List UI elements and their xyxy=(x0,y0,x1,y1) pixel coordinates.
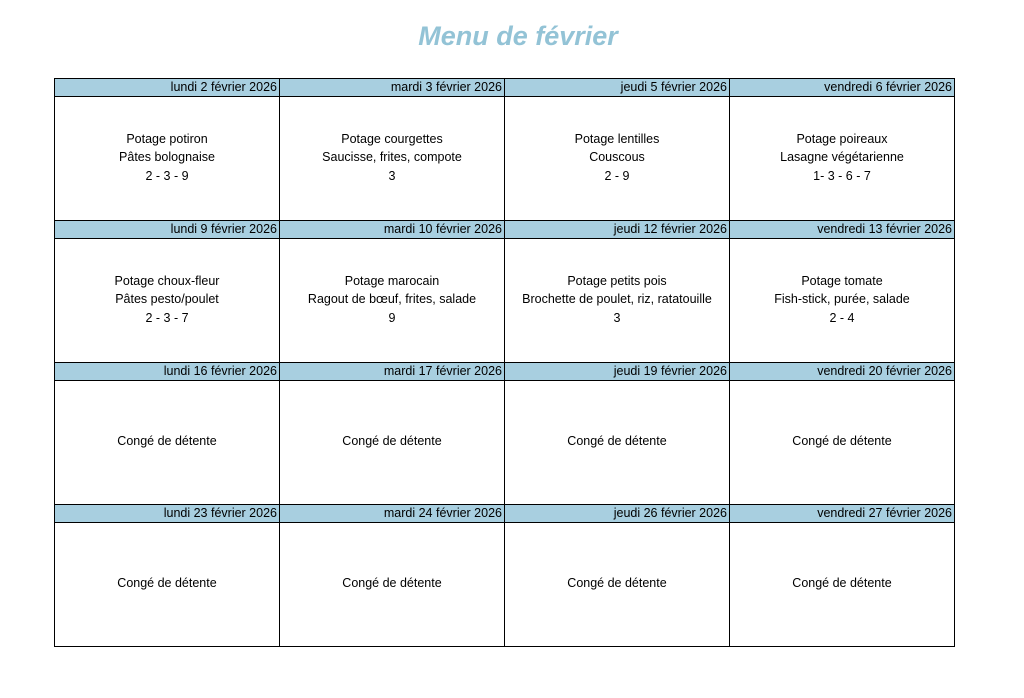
day-menu xyxy=(280,523,504,646)
day-cell xyxy=(280,505,505,646)
allergens-text: 2 - 4 xyxy=(829,310,855,325)
day-cell xyxy=(505,363,730,505)
day-date: mardi 10 février 2026 xyxy=(280,221,504,239)
day-date: mardi 17 février 2026 xyxy=(280,363,504,381)
day-menu xyxy=(730,239,954,362)
day-date: jeudi 5 février 2026 xyxy=(505,79,729,97)
allergens-text: 2 - 9 xyxy=(604,168,630,183)
day-menu xyxy=(505,381,729,504)
day-menu xyxy=(730,97,954,220)
day-menu xyxy=(505,239,729,362)
allergens-text: 9 xyxy=(388,310,396,325)
day-date: jeudi 26 février 2026 xyxy=(505,505,729,523)
main-dish-text: Brochette de poulet, riz, ratatouille xyxy=(522,292,712,307)
allergens-text: 2 - 3 - 7 xyxy=(145,310,189,325)
allergens-text: 3 xyxy=(388,168,396,183)
soup-text: Potage courgettes xyxy=(341,131,443,146)
allergens-text: 3 xyxy=(613,310,621,325)
day-cell xyxy=(280,79,505,221)
soup-text: Potage potiron xyxy=(126,131,208,146)
day-cell xyxy=(730,79,954,221)
day-date: vendredi 13 février 2026 xyxy=(730,221,954,239)
soup-text: Potage lentilles xyxy=(574,131,660,146)
main-dish-text: Fish-stick, purée, salade xyxy=(774,292,910,307)
day-cell xyxy=(730,505,954,646)
main-dish-text: Pâtes bolognaise xyxy=(119,150,215,165)
soup-text: Potage marocain xyxy=(344,273,440,288)
day-date: jeudi 12 février 2026 xyxy=(505,221,729,239)
day-menu xyxy=(730,523,954,646)
day-cell xyxy=(505,505,730,646)
soup-text: Potage tomate xyxy=(801,273,883,288)
day-cell xyxy=(505,221,730,363)
day-date: vendredi 20 février 2026 xyxy=(730,363,954,381)
day-date: jeudi 19 février 2026 xyxy=(505,363,729,381)
main-dish-text: Lasagne végétarienne xyxy=(780,150,904,165)
day-date: lundi 9 février 2026 xyxy=(55,221,279,239)
holiday-text: Congé de détente xyxy=(117,576,217,591)
day-date: lundi 2 février 2026 xyxy=(55,79,279,97)
day-menu xyxy=(505,97,729,220)
day-menu xyxy=(55,97,279,220)
day-cell xyxy=(55,505,280,646)
day-cell xyxy=(55,363,280,505)
page-title: Menu de février xyxy=(418,21,618,51)
holiday-text: Congé de détente xyxy=(117,434,217,449)
menu-table xyxy=(54,78,955,647)
holiday-text: Congé de détente xyxy=(567,434,667,449)
day-date: mardi 24 février 2026 xyxy=(280,505,504,523)
day-menu xyxy=(730,381,954,504)
day-date: vendredi 27 février 2026 xyxy=(730,505,954,523)
main-dish-text: Saucisse, frites, compote xyxy=(322,150,462,165)
holiday-text: Congé de détente xyxy=(792,576,892,591)
day-date: lundi 16 février 2026 xyxy=(55,363,279,381)
day-cell xyxy=(280,221,505,363)
holiday-text: Congé de détente xyxy=(342,434,442,449)
main-dish-text: Couscous xyxy=(589,150,645,165)
holiday-text: Congé de détente xyxy=(342,576,442,591)
soup-text: Potage petits pois xyxy=(567,273,667,288)
day-menu xyxy=(505,523,729,646)
day-cell xyxy=(280,363,505,505)
day-cell xyxy=(730,221,954,363)
day-menu xyxy=(280,239,504,362)
day-date: vendredi 6 février 2026 xyxy=(730,79,954,97)
day-date: lundi 23 février 2026 xyxy=(55,505,279,523)
day-menu xyxy=(280,97,504,220)
day-date: mardi 3 février 2026 xyxy=(280,79,504,97)
day-menu xyxy=(55,523,279,646)
allergens-text: 1- 3 - 6 - 7 xyxy=(813,168,871,183)
day-cell xyxy=(730,363,954,505)
holiday-text: Congé de détente xyxy=(792,434,892,449)
main-dish-text: Ragout de bœuf, frites, salade xyxy=(307,292,477,307)
day-cell xyxy=(55,221,280,363)
day-menu xyxy=(55,381,279,504)
day-menu xyxy=(280,381,504,504)
soup-text: Potage poireaux xyxy=(796,131,888,146)
day-menu xyxy=(55,239,279,362)
main-dish-text: Pâtes pesto/poulet xyxy=(115,292,219,307)
day-cell xyxy=(55,79,280,221)
holiday-text: Congé de détente xyxy=(567,576,667,591)
allergens-text: 2 - 3 - 9 xyxy=(145,168,189,183)
soup-text: Potage choux-fleur xyxy=(114,273,220,288)
day-cell xyxy=(505,79,730,221)
